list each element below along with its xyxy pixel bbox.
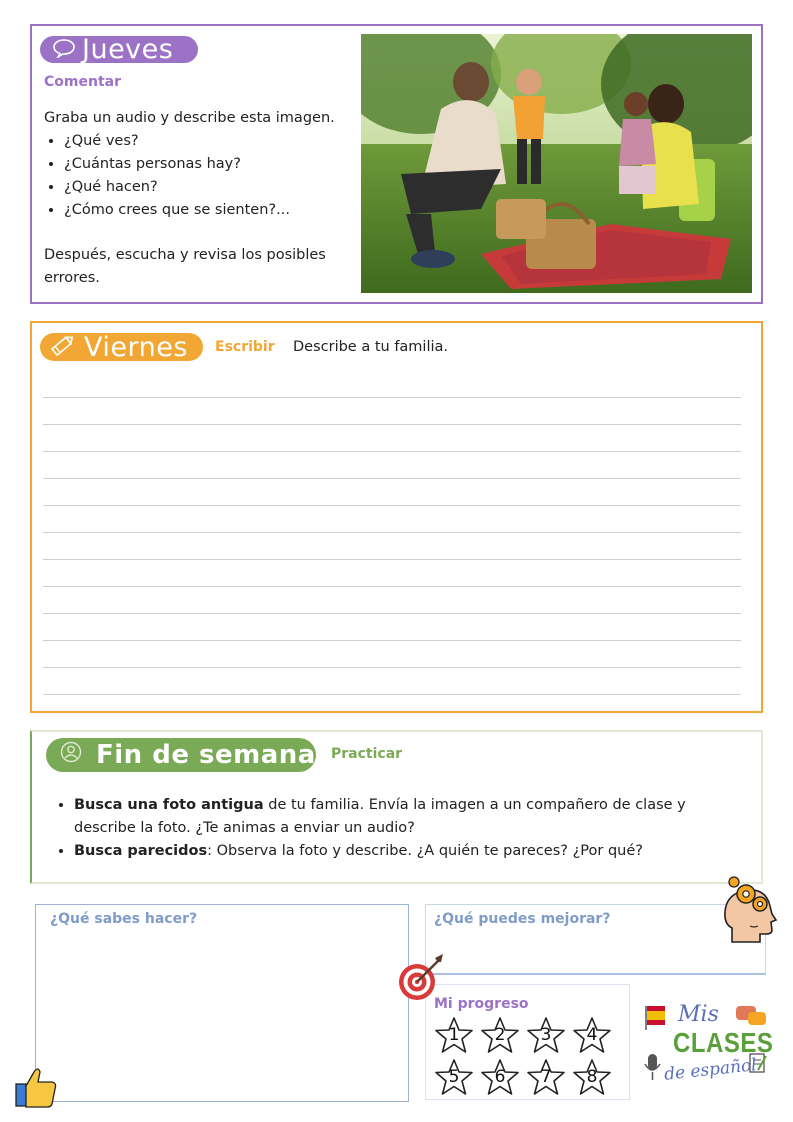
viernes-header (40, 333, 203, 361)
task-text: de tu familia. Envía la imagen a un compañero de clase y describe la foto. ¿Te animas a enviar un audio? (74, 797, 686, 836)
list-item (74, 840, 748, 863)
star-number: 4 (586, 1025, 598, 1045)
list-item: • ¿Qué hacen? (64, 176, 349, 199)
viernes-instruction: Describe a tu familia. (293, 339, 449, 355)
target-icon (397, 952, 447, 1002)
progress-star[interactable] (480, 1016, 520, 1054)
star-number: 2 (494, 1025, 506, 1045)
task-bold: Busca parecidos (74, 843, 208, 859)
sabes-hacer-title: ¿Qué sabes hacer? (50, 911, 198, 927)
list-item: • ¿Cómo crees que se sienten?... (64, 199, 349, 222)
logo-de-espanol: de español (663, 1055, 758, 1085)
puedes-mejorar-title: ¿Qué puedes mejorar? (434, 911, 611, 927)
writing-line (43, 640, 741, 641)
star-number: 6 (494, 1067, 506, 1087)
jueves-intro: Graba un audio y describe esta imagen. (44, 110, 335, 126)
viernes-title: Viernes (84, 331, 188, 363)
writing-line (43, 613, 741, 614)
viernes-section (30, 321, 763, 713)
star-number: 1 (448, 1025, 460, 1045)
mi-progreso-title: Mi progreso (434, 996, 529, 1012)
writing-line (43, 505, 741, 506)
speech-bubble-icon (52, 34, 76, 65)
jueves-title: Jueves (82, 34, 174, 65)
star-number: 3 (540, 1025, 552, 1045)
fin-de-semana-activity: Practicar (331, 746, 403, 762)
writing-line (43, 451, 741, 452)
progress-star[interactable] (434, 1016, 474, 1054)
list-item: • ¿Qué ves? (64, 130, 349, 153)
jueves-instructions (44, 107, 349, 290)
writing-line (43, 586, 741, 587)
progress-star[interactable] (572, 1016, 612, 1054)
fin-de-semana-tasks (56, 794, 748, 863)
progress-star[interactable] (434, 1058, 474, 1096)
family-picnic-photo (361, 34, 752, 293)
star-number: 5 (448, 1067, 460, 1087)
task-bold: Busca una foto antigua (74, 797, 264, 813)
person-icon (60, 740, 82, 770)
list-item (74, 794, 748, 840)
writing-line (43, 694, 741, 695)
progress-star[interactable] (572, 1058, 612, 1096)
logo-clases: CLASES (673, 1027, 774, 1059)
progress-star[interactable] (526, 1058, 566, 1096)
fin-de-semana-title: Fin de semana (96, 740, 316, 770)
fin-de-semana-header (46, 738, 316, 772)
viernes-activity: Escribir (215, 339, 275, 355)
writing-line (43, 478, 741, 479)
progress-star[interactable] (526, 1016, 566, 1054)
spain-flag-icon (646, 1006, 665, 1030)
jueves-questions (64, 130, 349, 222)
head-gears-icon (720, 876, 780, 946)
star-number: 8 (586, 1067, 598, 1087)
jueves-after: Después, escucha y revisa los posibles errores. (44, 247, 326, 286)
chat-bubbles-icon (736, 1006, 766, 1025)
thumbs-up-icon (14, 1064, 60, 1110)
writing-line (43, 667, 741, 668)
jueves-header (40, 36, 198, 63)
task-text: : Observa la foto y describe. ¿A quién te pareces? ¿Por qué? (207, 843, 643, 859)
sabes-hacer-box[interactable] (35, 904, 409, 1102)
star-number: 7 (540, 1067, 552, 1087)
list-item: • ¿Cuántas personas hay? (64, 153, 349, 176)
writing-line (43, 532, 741, 533)
writing-line (43, 397, 741, 398)
microphone-icon (645, 1054, 660, 1080)
mis-clases-logo (640, 1000, 774, 1096)
logo-mis: Mis (678, 1002, 719, 1027)
pencil-icon (50, 332, 76, 363)
jueves-activity: Comentar (44, 74, 121, 90)
writing-line (43, 424, 741, 425)
progress-star[interactable] (480, 1058, 520, 1096)
writing-line (43, 559, 741, 560)
